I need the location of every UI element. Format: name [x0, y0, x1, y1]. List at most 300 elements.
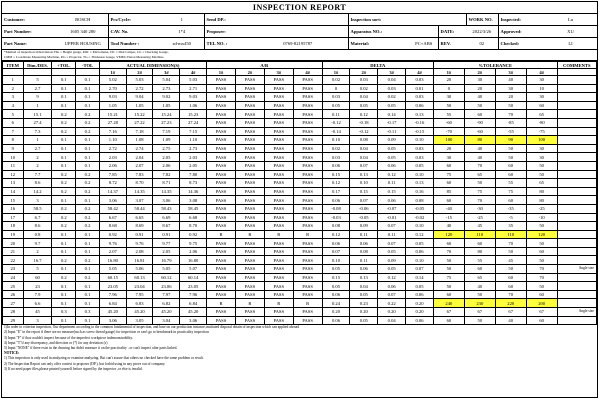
accept-reject-cell: PASS — [235, 239, 264, 248]
accept-reject-cell: PASS — [293, 247, 322, 256]
table-row — [3, 256, 597, 265]
minus-tol-cell: 0.1 — [76, 93, 100, 102]
accept-reject-cell: PASS — [293, 187, 322, 196]
tolerance-pct-cell: 65 — [464, 170, 495, 179]
accept-reject-cell: PASS — [207, 187, 236, 196]
checked-label: Checked: — [498, 38, 543, 50]
delta-cell: -0.15 — [406, 127, 434, 136]
delta-cell: 0.12 — [406, 230, 434, 239]
delta-cell: 0.11 — [350, 256, 378, 265]
plus-tol-cell: 0.2 — [52, 222, 76, 231]
actual-cell: 9.75 — [180, 239, 207, 248]
pcs-cycle-value: 1 — [160, 14, 204, 26]
accept-reject-cell: PASS — [207, 170, 236, 179]
plus-tol-cell: 0.1 — [52, 101, 76, 110]
item-cell: 10 — [3, 153, 24, 162]
plus-tol-cell: 0.2 — [52, 187, 76, 196]
comment-cell — [557, 273, 596, 282]
delta-cell: 0.04 — [350, 144, 378, 153]
tolerance-pct-cell: 50 — [495, 247, 526, 256]
comment-cell — [557, 230, 596, 239]
actual-cell: 5.07 — [180, 265, 207, 274]
tolerance-pct-cell: 0 — [433, 84, 464, 93]
actual-cell: 9.03 — [180, 93, 207, 102]
item-cell: 12 — [3, 170, 24, 179]
item-cell: 20 — [3, 239, 24, 248]
accept-reject-cell: R — [235, 299, 264, 308]
delta-cell: 0.06 — [322, 316, 350, 325]
accept-reject-cell: PASS — [264, 213, 293, 222]
delta-cell: 0.10 — [322, 256, 350, 265]
delta-cell: 0.12 — [322, 179, 350, 188]
comment-cell: Angle size — [557, 308, 596, 317]
tolerance-pct-cell: 110 — [464, 230, 495, 239]
delta-cell: 0.07 — [406, 265, 434, 274]
tolerance-pct-cell: 240 — [433, 299, 464, 308]
accept-reject-cell: PASS — [264, 282, 293, 291]
sub-actual-3: 3# — [153, 69, 180, 76]
delta-cell: -0.05 — [350, 213, 378, 222]
table-row — [3, 222, 597, 231]
accept-reject-cell: PASS — [293, 144, 322, 153]
accept-reject-cell: PASS — [293, 179, 322, 188]
accept-reject-cell: PASS — [207, 76, 236, 85]
delta-cell: 0.14 — [378, 110, 406, 119]
approved-label: Approved: — [498, 26, 543, 38]
item-cell: 17 — [3, 213, 24, 222]
actual-cell: 16.79 — [153, 256, 180, 265]
dimension-cell: 1 — [23, 136, 52, 145]
tolerance-pct-cell: 75 — [464, 187, 495, 196]
accept-reject-cell: PASS — [207, 144, 236, 153]
accept-reject-cell: PASS — [207, 196, 236, 205]
col-ar-header: A/R — [207, 62, 322, 69]
accept-reject-cell: PASS — [235, 110, 264, 119]
accept-reject-cell: PASS — [293, 204, 322, 213]
tolerance-pct-cell: 100 — [526, 136, 557, 145]
accept-reject-cell: PASS — [264, 76, 293, 85]
table-row — [3, 204, 597, 213]
actual-cell: 7.83 — [126, 170, 153, 179]
tolerance-pct-cell: -85 — [495, 118, 526, 127]
item-cell: 16 — [3, 204, 24, 213]
delta-cell: 0.02 — [378, 93, 406, 102]
sub-ar-4: 4# — [293, 69, 322, 76]
tolerance-pct-cell: -90 — [464, 118, 495, 127]
comment-cell — [557, 187, 596, 196]
accept-reject-cell: PASS — [293, 196, 322, 205]
sub-tol-3: 3# — [495, 69, 526, 76]
accept-reject-cell: PASS — [207, 204, 236, 213]
actual-cell: 2.03 — [180, 153, 207, 162]
item-cell: 24 — [3, 273, 24, 282]
actual-cell: 6.84 — [99, 299, 126, 308]
cav-no-value: 1*4 — [160, 26, 204, 38]
comment-cell — [557, 170, 596, 179]
delta-cell: 0.09 — [378, 136, 406, 145]
actual-cell: 6.84 — [180, 299, 207, 308]
plus-tol-cell: 0.2 — [52, 256, 76, 265]
minus-tol-cell: 0.1 — [76, 101, 100, 110]
tolerance-pct-cell: 75 — [433, 170, 464, 179]
table-row — [3, 170, 597, 179]
delta-cell: 0.05 — [378, 153, 406, 162]
actual-cell: 58.43 — [153, 204, 180, 213]
actual-cell: 7.95 — [126, 290, 153, 299]
tolerance-pct-cell: 30 — [526, 76, 557, 85]
actual-cell: 45.20 — [126, 308, 153, 317]
part-number-label: Part Number: — [2, 26, 58, 38]
tolerance-pct-cell: 75 — [495, 187, 526, 196]
sub-delta-4: 4# — [406, 69, 434, 76]
table-header-row — [3, 62, 597, 69]
delta-cell: 0.03 — [322, 93, 350, 102]
tolerance-pct-cell: 30 — [433, 93, 464, 102]
actual-cell: 1.09 — [153, 136, 180, 145]
actual-cell: 0.92 — [99, 230, 126, 239]
accept-reject-cell: PASS — [264, 308, 293, 317]
subheader-blank — [52, 69, 76, 76]
minus-tol-cell: 0.2 — [76, 222, 100, 231]
delta-cell: -0.17 — [378, 118, 406, 127]
minus-tol-cell: 0.2 — [76, 118, 100, 127]
delta-cell: 0.07 — [322, 247, 350, 256]
tolerance-pct-cell: 220 — [495, 299, 526, 308]
delta-cell: 0.07 — [378, 239, 406, 248]
item-cell: 27 — [3, 299, 24, 308]
actual-cell: 2.73 — [180, 144, 207, 153]
actual-cell: 16.80 — [180, 256, 207, 265]
footer-line: 2) Input "E" in the report if there are no measure(such as screw thread gauge) for inspection or can't go to benchmark in practicality inspection — [4, 330, 209, 335]
part-number-value: 1605 340 280 — [58, 26, 108, 38]
accept-reject-cell: PASS — [235, 265, 264, 274]
dimension-cell: 2 — [23, 153, 52, 162]
delta-cell: 0.05 — [350, 101, 378, 110]
accept-reject-cell: PASS — [235, 204, 264, 213]
delta-cell: 0.22 — [378, 299, 406, 308]
accept-reject-cell: PASS — [207, 256, 236, 265]
actual-cell: 9.04 — [126, 93, 153, 102]
dimension-cell: 2.7 — [23, 84, 52, 93]
plus-tol-cell: 0.1 — [52, 247, 76, 256]
delta-cell: 0.10 — [406, 256, 434, 265]
actual-cell: 60.14 — [180, 273, 207, 282]
delta-cell: -0.08 — [322, 204, 350, 213]
col-tolerance-header: %TOLERANCE — [433, 62, 557, 69]
accept-reject-cell: PASS — [207, 273, 236, 282]
actual-cell: 3.04 — [153, 316, 180, 325]
tolerance-pct-cell: 120 — [526, 230, 557, 239]
plus-tol-cell: 0.2 — [52, 118, 76, 127]
item-cell: 18 — [3, 222, 24, 231]
tolerance-pct-cell: 65 — [526, 110, 557, 119]
comment-cell — [557, 93, 596, 102]
accept-reject-cell: PASS — [264, 84, 293, 93]
rev-label: REV. — [438, 38, 466, 50]
tolerance-pct-cell: 40 — [464, 144, 495, 153]
delta-cell: 0.03 — [406, 76, 434, 85]
delta-cell: 0.16 — [406, 187, 434, 196]
item-cell: 8 — [3, 136, 24, 145]
tolerance-pct-cell: 70 — [526, 265, 557, 274]
delta-cell: 0.15 — [322, 170, 350, 179]
item-cell: 19 — [3, 230, 24, 239]
delta-cell: 0.06 — [406, 290, 434, 299]
tolerance-pct-cell: 70 — [526, 273, 557, 282]
delta-cell: 0.13 — [406, 179, 434, 188]
delta-cell: 0.07 — [350, 196, 378, 205]
comment-cell — [557, 222, 596, 231]
table-row — [3, 247, 597, 256]
accept-reject-cell: PASS — [207, 161, 236, 170]
tolerance-pct-cell: -5 — [495, 213, 526, 222]
report-footer-notes — [2, 325, 597, 372]
accept-reject-cell: PASS — [293, 290, 322, 299]
delta-cell: 0.03 — [322, 153, 350, 162]
tolerance-pct-cell: 80 — [464, 136, 495, 145]
sub-delta-2: 2# — [350, 69, 378, 76]
actual-cell: 2.75 — [153, 144, 180, 153]
delta-cell: 0.07 — [378, 290, 406, 299]
actual-cell: 6.65 — [126, 213, 153, 222]
accept-reject-cell: PASS — [207, 222, 236, 231]
accept-reject-cell: R — [264, 230, 293, 239]
actual-cell: 6.82 — [153, 299, 180, 308]
delta-cell: 0.03 — [378, 84, 406, 93]
accept-reject-cell: PASS — [293, 93, 322, 102]
comment-cell — [557, 179, 596, 188]
delta-cell: 0.05 — [350, 316, 378, 325]
minus-tol-cell: 0.2 — [76, 204, 100, 213]
tolerance-pct-cell: 70 — [495, 239, 526, 248]
minus-tol-cell: 0.2 — [76, 170, 100, 179]
date-label: DATE: — [438, 26, 466, 38]
plus-tol-cell: 0.1 — [52, 161, 76, 170]
accept-reject-cell: PASS — [235, 273, 264, 282]
actual-cell: 2.06 — [99, 161, 126, 170]
delta-cell: 0.03 — [406, 93, 434, 102]
accept-reject-cell: R — [207, 230, 236, 239]
actual-cell: 7.80 — [180, 170, 207, 179]
accept-reject-cell: PASS — [207, 213, 236, 222]
accept-reject-cell: PASS — [264, 127, 293, 136]
comment-cell — [557, 144, 596, 153]
delta-cell: 0.06 — [322, 290, 350, 299]
actual-cell: 8.68 — [99, 222, 126, 231]
accept-reject-cell: PASS — [293, 308, 322, 317]
comment-cell — [557, 316, 596, 325]
comment-cell — [557, 110, 596, 119]
actual-cell: 14.37 — [99, 187, 126, 196]
footer-line: 4) Input "T"if any discrepancy, and direction or (*) for any deviation (s) — [4, 340, 108, 345]
accept-reject-cell: PASS — [235, 118, 264, 127]
table-row — [3, 161, 597, 170]
actual-cell: 2.06 — [180, 247, 207, 256]
accept-reject-cell: R — [235, 230, 264, 239]
tolerance-pct-cell: 80 — [526, 196, 557, 205]
actual-cell: 1.10 — [180, 136, 207, 145]
accept-reject-cell: PASS — [207, 265, 236, 274]
actual-cell: 7.18 — [126, 127, 153, 136]
actual-cell: 60.13 — [126, 273, 153, 282]
actual-cell: 1.05 — [126, 101, 153, 110]
plus-tol-cell: 0.1 — [52, 265, 76, 274]
accept-reject-cell: PASS — [293, 136, 322, 145]
minus-tol-cell: 0.2 — [76, 187, 100, 196]
plus-tol-cell: 0.1 — [52, 290, 76, 299]
actual-cell: 6.68 — [180, 213, 207, 222]
tolerance-pct-cell: 120 — [433, 230, 464, 239]
table-subheader-row — [3, 69, 597, 76]
sub-ar-2: 2# — [235, 69, 264, 76]
accept-reject-cell: PASS — [235, 84, 264, 93]
tolerance-pct-cell: 60 — [495, 196, 526, 205]
tolerance-pct-cell: 20 — [464, 84, 495, 93]
delta-cell: 0.20 — [322, 308, 350, 317]
tolerance-pct-cell: -60 — [464, 127, 495, 136]
tolerance-pct-cell: 30 — [495, 84, 526, 93]
table-row — [3, 299, 597, 308]
delta-cell: 0.15 — [378, 187, 406, 196]
delta-cell: 0.03 — [406, 144, 434, 153]
delta-cell: -0.05 — [406, 204, 434, 213]
tolerance-pct-cell: 55 — [495, 179, 526, 188]
tolerance-pct-cell: 67 — [464, 308, 495, 317]
accept-reject-cell: PASS — [235, 136, 264, 145]
minus-tol-cell: 0.2 — [76, 213, 100, 222]
table-row — [3, 144, 597, 153]
dimension-cell: 2.7 — [23, 144, 52, 153]
minus-tol-cell: 0.1 — [76, 290, 100, 299]
actual-cell: 3.06 — [153, 196, 180, 205]
comment-cell — [557, 153, 596, 162]
minus-tol-cell: 0.2 — [76, 110, 100, 119]
actual-cell: 15.21 — [99, 110, 126, 119]
actual-cell: 3.06 — [180, 316, 207, 325]
actual-cell: 1.08 — [126, 136, 153, 145]
delta-cell: 0.10 — [350, 179, 378, 188]
dimension-cell: 6.6 — [23, 299, 52, 308]
dimension-cell: 45 — [23, 308, 52, 317]
col-ptol-header: +TOL. — [52, 62, 76, 69]
delta-cell: 0.05 — [406, 282, 434, 291]
accept-reject-cell: PASS — [235, 179, 264, 188]
accept-reject-cell: PASS — [293, 118, 322, 127]
plus-tol-cell: 0.1 — [52, 299, 76, 308]
delta-cell: -0.07 — [378, 204, 406, 213]
tolerance-pct-cell: 80 — [526, 187, 557, 196]
send-dp-value — [248, 14, 348, 26]
item-cell: 1 — [3, 76, 24, 85]
accept-reject-cell: PASS — [264, 222, 293, 231]
tolerance-pct-cell: 40 — [464, 153, 495, 162]
accept-reject-cell: R — [207, 299, 236, 308]
minus-tol-cell: 0.1 — [76, 265, 100, 274]
comment-cell — [557, 282, 596, 291]
actual-cell: 3.05 — [126, 316, 153, 325]
dimension-cell: 2 — [23, 161, 52, 170]
delta-cell: 0.20 — [406, 308, 434, 317]
delta-cell: 0.11 — [350, 230, 378, 239]
accept-reject-cell: PASS — [264, 196, 293, 205]
delta-cell: 0.09 — [350, 222, 378, 231]
table-row — [3, 230, 597, 239]
table-row — [3, 93, 597, 102]
minus-tol-cell: 0.2 — [76, 273, 100, 282]
tel-no-label: TEL NO. : — [204, 38, 248, 50]
plus-tol-cell: 0.2 — [52, 110, 76, 119]
table-row — [3, 213, 597, 222]
delta-cell: 0.05 — [322, 265, 350, 274]
dimension-cell: 1 — [23, 101, 52, 110]
delta-cell: 0.17 — [322, 187, 350, 196]
actual-cell: 27.28 — [99, 118, 126, 127]
inspection-report-sheet — [1, 1, 598, 398]
tolerance-pct-cell: -40 — [433, 204, 464, 213]
table-row — [3, 118, 597, 127]
actual-cell: 5.03 — [126, 76, 153, 85]
tolerance-pct-cell: 60 — [464, 110, 495, 119]
tolerance-pct-cell: 50 — [464, 290, 495, 299]
accept-reject-cell: PASS — [207, 93, 236, 102]
pcs-cycle-label: Pcs/Cycle: — [108, 14, 160, 26]
plus-tol-cell: 0.2 — [52, 204, 76, 213]
delta-cell: 0.20 — [378, 308, 406, 317]
accept-reject-cell: PASS — [207, 179, 236, 188]
part-name-value: UPPER HOUSING — [58, 38, 108, 50]
proposer-label: Proposer: — [204, 26, 248, 38]
tolerance-pct-cell: 60 — [495, 170, 526, 179]
delta-cell: 0.24 — [322, 299, 350, 308]
tolerance-pct-cell: 60 — [433, 290, 464, 299]
actual-cell: 23.04 — [126, 282, 153, 291]
actual-cell: 2.08 — [126, 247, 153, 256]
inspected-value: Lu — [543, 14, 598, 26]
delta-cell: 0.03 — [350, 76, 378, 85]
delta-cell: 0.23 — [350, 299, 378, 308]
delta-cell: -0.02 — [406, 213, 434, 222]
tolerance-pct-cell: 60 — [495, 161, 526, 170]
tolerance-pct-cell: 85 — [433, 187, 464, 196]
delta-cell: -0.03 — [322, 213, 350, 222]
minus-tol-cell: 0.1 — [76, 239, 100, 248]
tolerance-pct-cell: 60 — [526, 290, 557, 299]
cav-no-label: CAV. No. — [108, 26, 160, 38]
proposer-value — [248, 26, 348, 38]
accept-reject-cell: PASS — [264, 118, 293, 127]
comment-cell — [557, 204, 596, 213]
sub-ar-1: 1# — [207, 69, 236, 76]
item-cell: 3 — [3, 93, 24, 102]
inspection-sort-value — [410, 14, 466, 26]
accept-reject-cell: PASS — [235, 76, 264, 85]
part-name-label: Part Name: — [2, 38, 58, 50]
tolerance-pct-cell: 50 — [526, 239, 557, 248]
actual-cell: 9.76 — [126, 239, 153, 248]
tolerance-pct-cell: 10 — [526, 84, 557, 93]
actual-cell: 2.04 — [126, 153, 153, 162]
item-cell: 6 — [3, 118, 24, 127]
actual-cell: 8.70 — [126, 179, 153, 188]
comment-cell — [557, 247, 596, 256]
accept-reject-cell: PASS — [264, 247, 293, 256]
accept-reject-cell: PASS — [235, 93, 264, 102]
delta-cell: 0.05 — [322, 282, 350, 291]
dimension-cell: 0.8 — [23, 230, 52, 239]
footer-line: 1)In order to criterion inspection, Our department according to the common fundamental of inspection, and base on our production instance,instituted disposal obtain of inspection which can applied abroad — [4, 325, 300, 330]
report-title: INSPECTION REPORT — [2, 2, 597, 14]
accept-reject-cell: PASS — [235, 222, 264, 231]
